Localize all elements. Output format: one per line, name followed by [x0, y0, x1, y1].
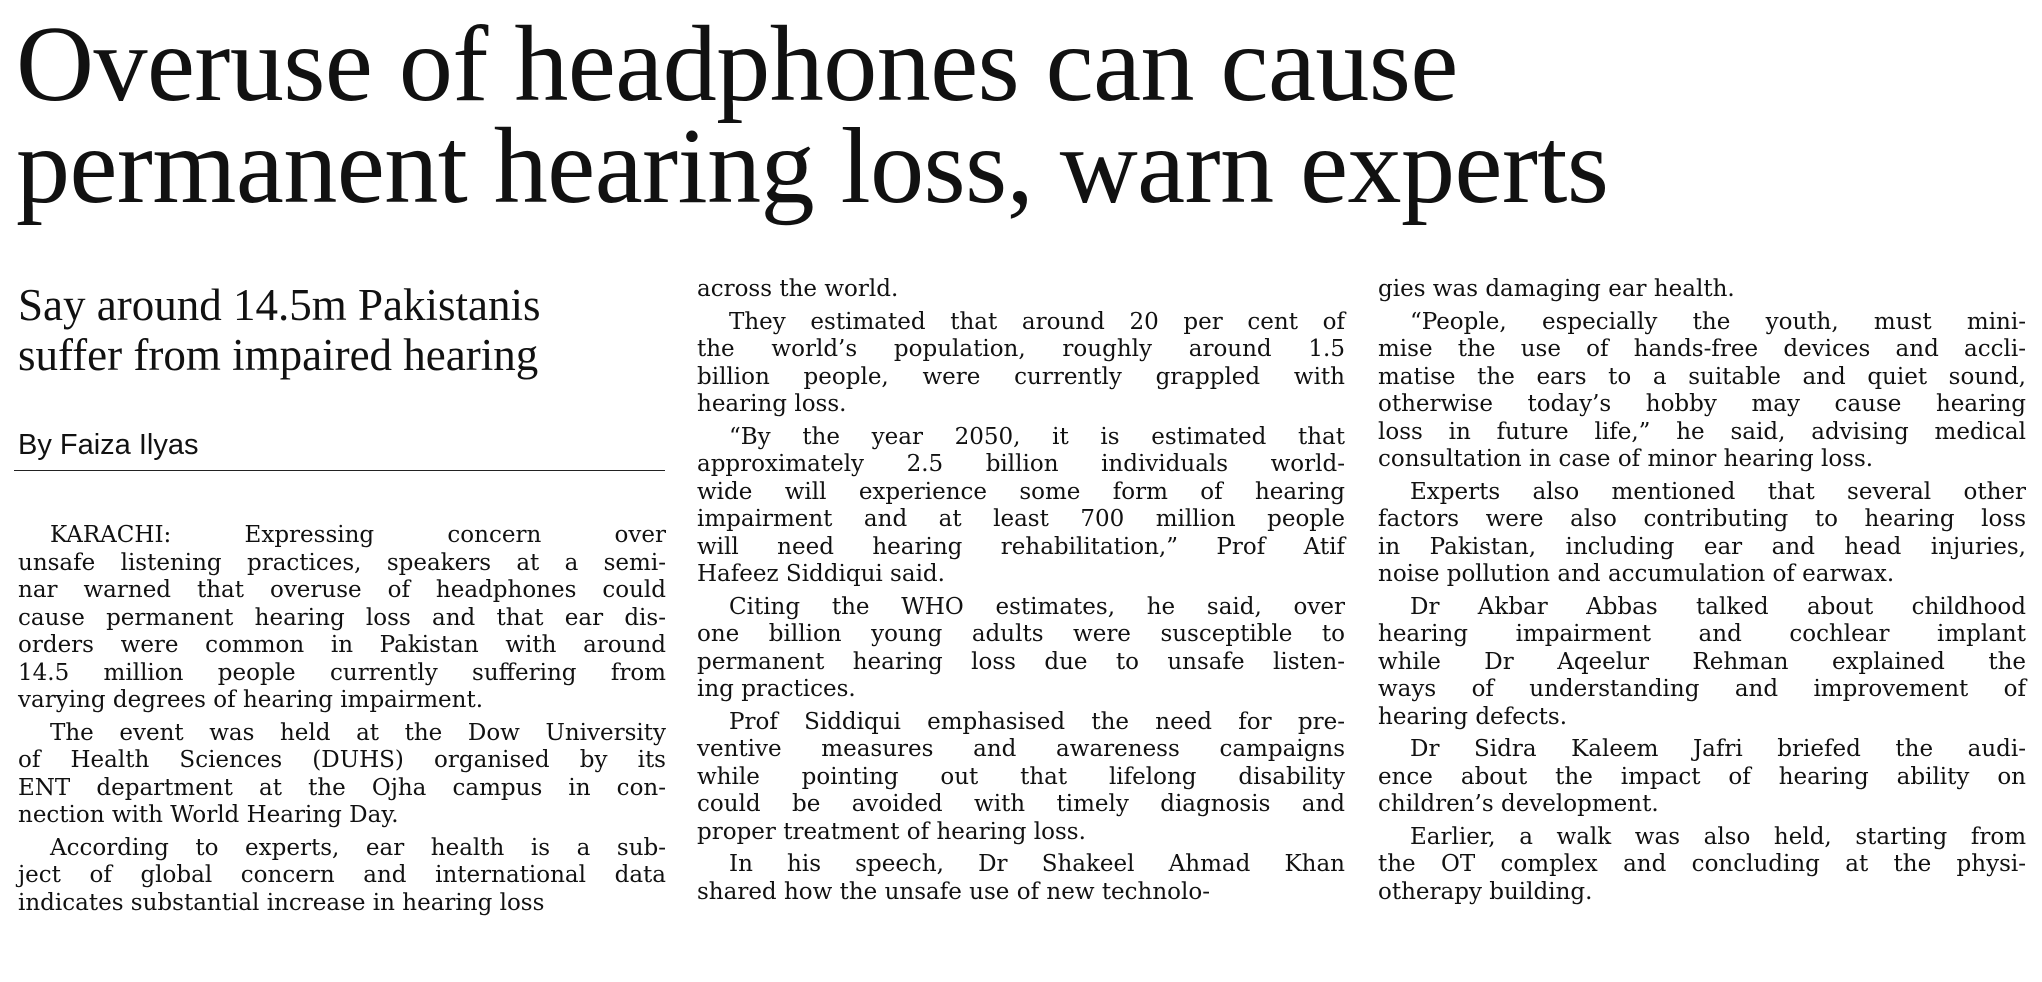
article-paragraph [1378, 276, 2026, 304]
headline [16, 5, 2026, 226]
text-line: ing practices. [697, 676, 856, 702]
text-line: across the world. [697, 276, 899, 302]
text-line: could be avoided with timely diagnosis and [697, 791, 1345, 817]
text-line: Prof Siddiqui emphasised the need for pre- [729, 708, 1345, 735]
text-line: while Dr Aqeelur Rehman explained the [1378, 648, 2026, 675]
subheadline-line: Say around 14.5m Pakistanis [18, 280, 541, 330]
article-column-1 [18, 522, 666, 917]
text-line: cause permanent hearing loss and that ear dis- [18, 604, 666, 631]
text-line: The event was held at the Dow University [50, 719, 666, 746]
text-line: loss in future life,” he said, advising medical [1378, 418, 2026, 445]
text-line: will need hearing rehabilitation,” Prof Atif [697, 533, 1345, 560]
text-line: the OT complex and concluding at the physi- [1378, 851, 2026, 877]
subheadline-line: suffer from impaired hearing [18, 330, 539, 380]
text-line: hearing impairment and cochlear implant [1378, 621, 2026, 647]
text-line: Dr Sidra Kaleem Jafri briefed the audi- [1410, 736, 2026, 762]
text-line: “By the year 2050, it is estimated that [729, 423, 1345, 450]
article-paragraph [697, 851, 1345, 906]
text-line: noise pollution and accumulation of earwax. [1378, 561, 1895, 587]
text-line: proper treatment of hearing loss. [697, 818, 1086, 845]
text-line: wide will experience some form of hearing [697, 478, 1345, 505]
text-line: Dr Akbar Abbas talked about childhood [1410, 593, 2026, 620]
text-line: Experts also mentioned that several other [1410, 478, 2026, 505]
text-line: ject of global concern and international data [18, 862, 666, 888]
text-line: otherwise today’s hobby may cause hearing [1378, 391, 2026, 417]
subheadline [18, 280, 658, 380]
text-line: In his speech, Dr Shakeel Ahmad Khan [729, 851, 1345, 877]
text-line: Citing the WHO estimates, he said, over [729, 593, 1345, 620]
text-line: in Pakistan, including ear and head injuries, [1378, 533, 2026, 560]
text-line: factors were also contributing to hearing loss [1378, 506, 2026, 532]
text-line: indicates substantial increase in hearing loss [18, 889, 545, 916]
article-paragraph [18, 720, 666, 830]
text-line: mise the use of hands-free devices and accli- [1378, 336, 2026, 362]
text-line: while pointing out that lifelong disability [697, 763, 1345, 790]
article-paragraph [697, 424, 1345, 589]
text-line: According to experts, ear health is a sub- [50, 834, 666, 861]
text-line: nection with World Hearing Day. [18, 802, 399, 828]
headline-line: permanent hearing loss, warn experts [16, 107, 1609, 226]
article-paragraph [18, 522, 666, 715]
article-column-3 [1378, 276, 2026, 906]
text-line: otherapy building. [1378, 878, 1593, 905]
article-paragraph [697, 594, 1345, 704]
text-line: ways of understanding and improvement of [1378, 676, 2026, 702]
article-paragraph [1378, 736, 2026, 819]
text-line: unsafe listening practices, speakers at a semi- [18, 549, 666, 576]
article-paragraph [1378, 824, 2026, 907]
headline-line: Overuse of headphones can cause [16, 5, 1458, 124]
text-line: of Health Sciences (DUHS) organised by its [18, 747, 666, 773]
text-line: “People, especially the youth, must mini- [1410, 308, 2026, 335]
text-line: approximately 2.5 billion individuals world- [697, 451, 1345, 477]
article-paragraph [18, 835, 666, 918]
text-line: They estimated that around 20 per cent of [729, 308, 1345, 335]
article-paragraph [1378, 594, 2026, 732]
article-paragraph [1378, 309, 2026, 474]
text-line: the world’s population, roughly around 1.5 [697, 336, 1345, 362]
text-line: hearing defects. [1378, 703, 1568, 730]
text-line: ventive measures and awareness campaigns [697, 736, 1345, 762]
article-paragraph [697, 276, 1345, 304]
byline-divider [14, 470, 665, 471]
text-line: gies was damaging ear health. [1378, 276, 1735, 302]
text-line: ence about the impact of hearing ability on [1378, 763, 2026, 790]
article-column-2 [697, 276, 1345, 906]
text-line: Hafeez Siddiqui said. [697, 561, 945, 587]
text-line: varying degrees of hearing impairment. [18, 687, 484, 713]
byline: By Faiza Ilyas [18, 429, 199, 461]
text-line: one billion young adults were susceptible to [697, 621, 1345, 647]
text-line: shared how the unsafe use of new technolo- [697, 878, 1210, 905]
text-line: consultation in case of minor hearing loss. [1378, 446, 1874, 472]
text-line: matise the ears to a suitable and quiet sound, [1378, 363, 2026, 390]
text-line: hearing loss. [697, 391, 847, 417]
text-line: impairment and at least 700 million people [697, 506, 1345, 532]
text-line: KARACHI: Expressing concern over [50, 522, 666, 548]
text-line: children’s development. [1378, 791, 1659, 817]
text-line: nar warned that overuse of headphones could [18, 577, 666, 603]
article-paragraph [697, 309, 1345, 419]
text-line: permanent hearing loss due to unsafe listen- [697, 648, 1345, 675]
text-line: Earlier, a walk was also held, starting from [1410, 823, 2026, 850]
text-line: ENT department at the Ojha campus in con- [18, 774, 666, 801]
article-paragraph [697, 709, 1345, 847]
text-line: 14.5 million people currently suffering from [18, 659, 666, 686]
text-line: billion people, were currently grappled with [697, 363, 1345, 390]
article-paragraph [1378, 479, 2026, 589]
text-line: orders were common in Pakistan with around [18, 632, 666, 658]
